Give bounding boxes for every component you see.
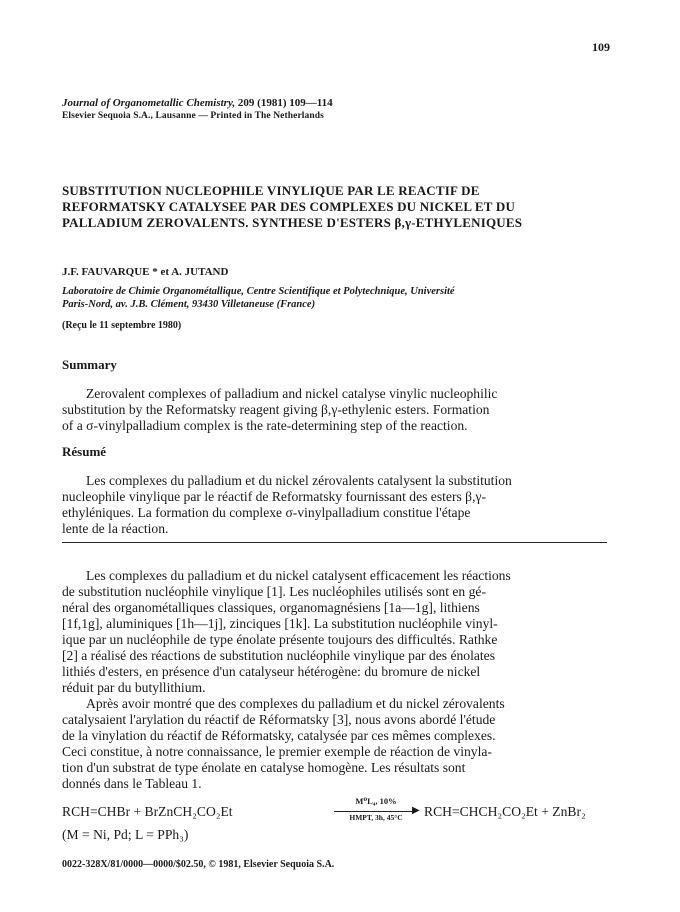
copyright-footer: 0022-328X/81/0000—0000/$02.50, © 1981, Elsevier Sequoia S.A.	[62, 859, 335, 870]
equation-conditions: (M = Ni, Pd; L = PPh₃)	[62, 827, 189, 842]
title-line: SUBSTITUTION NUCLEOPHILE VINYLIQUE PAR LE REACTIF DE	[62, 183, 480, 198]
summary-line: Zerovalent complexes of palladium and nickel catalyse vinylic nucleophilic	[86, 386, 498, 401]
arrow-head-icon: ▶	[412, 805, 420, 816]
resume-line: nucleophile vinylique par le réactif de Reformatsky fournissant des esters β,γ-	[62, 489, 487, 504]
resume-line: ethyléniques. La formation du complexe σ-vinylpalladium constitue l'étape	[62, 505, 471, 520]
arrow-line	[334, 811, 416, 812]
body-line: catalysaient l'arylation du réactif de Réformatsky [3], nous avons abordé l'étude	[62, 712, 496, 727]
body-line: [1f,1g], aluminiques [1h—1j], zinciques [1k]. La substitution nucléophile vinyl-	[62, 616, 498, 631]
page-number: 109	[592, 40, 610, 54]
body-line: de substitution nucléophile vinylique [1]. Les nucléophiles utilisés sont en gé-	[62, 584, 486, 599]
body-line: lithiés d'esters, en présence d'un catalyseur hétérogène: du bromure de nickel	[62, 664, 481, 679]
section-divider	[62, 542, 607, 543]
title-line: REFORMATSKY CATALYSEE PAR DES COMPLEXES DU NICKEL ET DU	[62, 199, 516, 214]
body-line: réduit par du butyllithium.	[62, 680, 206, 695]
summary-line: of a σ-vinylpalladium complex is the rate-determining step of the reaction.	[62, 418, 468, 433]
body-line: néral des organométalliques classiques, organomagnésiens [1a—1g], lithiens	[62, 600, 480, 615]
arrow-catalyst-label: M⁰L₄, 10%	[355, 796, 397, 806]
resume-line: lente de la réaction.	[62, 521, 169, 536]
equation-reactants: RCH=CHBr + BrZnCH₂CO₂Et	[62, 804, 233, 819]
body-line: de la vinylation du réactif de Réformatsky, catalysée par ces mêmes complexes.	[62, 728, 496, 743]
received-date: (Reçu le 11 septembre 1980)	[62, 320, 182, 331]
article-title	[62, 183, 632, 231]
resume-heading: Résumé	[62, 444, 107, 459]
journal-header	[62, 97, 333, 123]
journal-name: Journal of Organometallic Chemistry,	[62, 97, 236, 109]
body-line: Ceci constitue, à notre connaissance, le premier exemple de réaction de vinyla-	[62, 744, 492, 759]
body-line: tion d'un substrat de type énolate en catalyse homogène. Les résultats sont	[62, 760, 466, 775]
reaction-arrow	[332, 796, 420, 826]
title-line: PALLADIUM ZEROVALENTS. SYNTHESE D'ESTERS β,γ-ETHYLENIQUES	[62, 215, 523, 230]
summary-line: substitution by the Reformatsky reagent giving β,γ-ethylenic esters. Formation	[62, 402, 490, 417]
equation-products: RCH=CHCH₂CO₂Et + ZnBr₂	[424, 804, 586, 819]
summary-heading: Summary	[62, 357, 117, 372]
resume-line: Les complexes du palladium et du nickel zérovalents catalysent la substitution	[86, 473, 512, 488]
body-line: [2] a réalisé des réactions de substitution nucléophile vinylique par des énolates	[62, 648, 495, 663]
body-line: donnés dans le Tableau 1.	[62, 776, 202, 791]
publisher-line: Elsevier Sequoia S.A., Lausanne — Printed in The Netherlands	[62, 111, 324, 121]
summary-paragraph	[62, 386, 622, 434]
reaction-equation	[62, 796, 622, 826]
affiliation-line: Paris-Nord, av. J.B. Clément, 93430 Villetaneuse (France)	[62, 299, 316, 310]
journal-citation: 209 (1981) 109—114	[237, 97, 333, 109]
body-line: Les complexes du palladium et du nickel catalysent efficacement les réactions	[86, 568, 511, 583]
affiliation	[62, 285, 622, 311]
body-text	[62, 568, 622, 792]
resume-paragraph	[62, 473, 622, 537]
body-line: Après avoir montré que des complexes du palladium et du nickel zérovalents	[86, 696, 505, 711]
affiliation-line: Laboratoire de Chimie Organométallique, Centre Scientifique et Polytechnique, Université	[62, 286, 455, 297]
authors: J.F. FAUVARQUE * et A. JUTAND	[62, 266, 229, 278]
arrow-conditions-label: HMPT, 3h, 45°C	[349, 813, 403, 822]
body-line: ique par un nucléophile de type énolate présente toujours des difficultés. Rathke	[62, 632, 498, 647]
